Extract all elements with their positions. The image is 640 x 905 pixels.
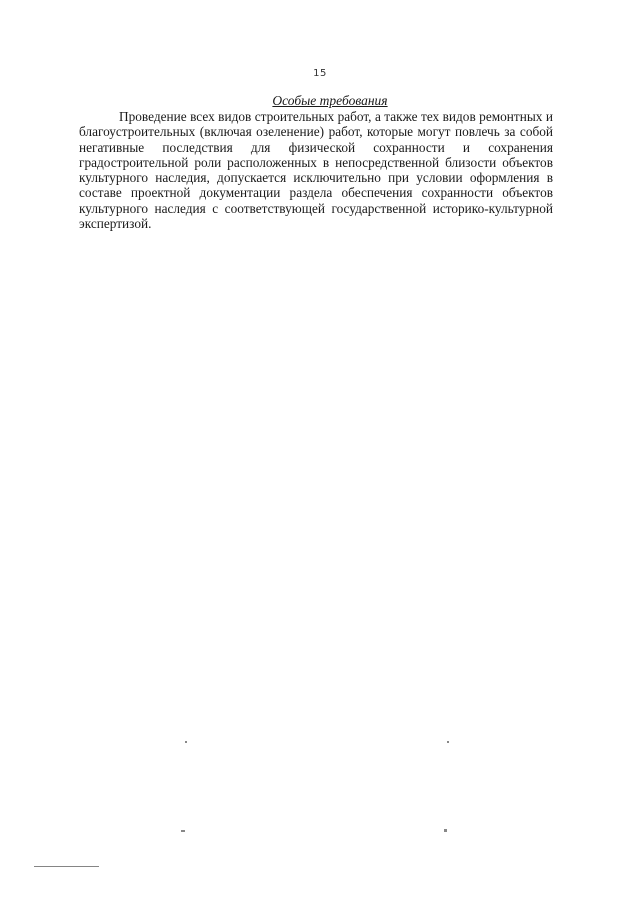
scan-artifact-line <box>34 866 99 867</box>
scan-speck <box>181 830 185 832</box>
scan-speck <box>447 741 449 743</box>
page-number: 15 <box>313 68 327 79</box>
scan-speck <box>185 741 187 743</box>
scan-speck <box>444 829 447 832</box>
body-paragraph: Проведение всех видов строительных работ, а также тех видов ремонтных и благоустроительных (включая озеленение) работ, которые могут повлечь за собой негативные последствия для физической сохранности и сохранения градостроительной роли расположенных в непосредственной близости объектов культурного наследия, допускается исключительно при условии оформления в составе проектной документации раздела обеспечения сохранности объектов культурного наследия с соответствующей государственной историко-культурной экспертизой. <box>79 109 553 232</box>
section-heading: Особые требования <box>272 93 388 108</box>
